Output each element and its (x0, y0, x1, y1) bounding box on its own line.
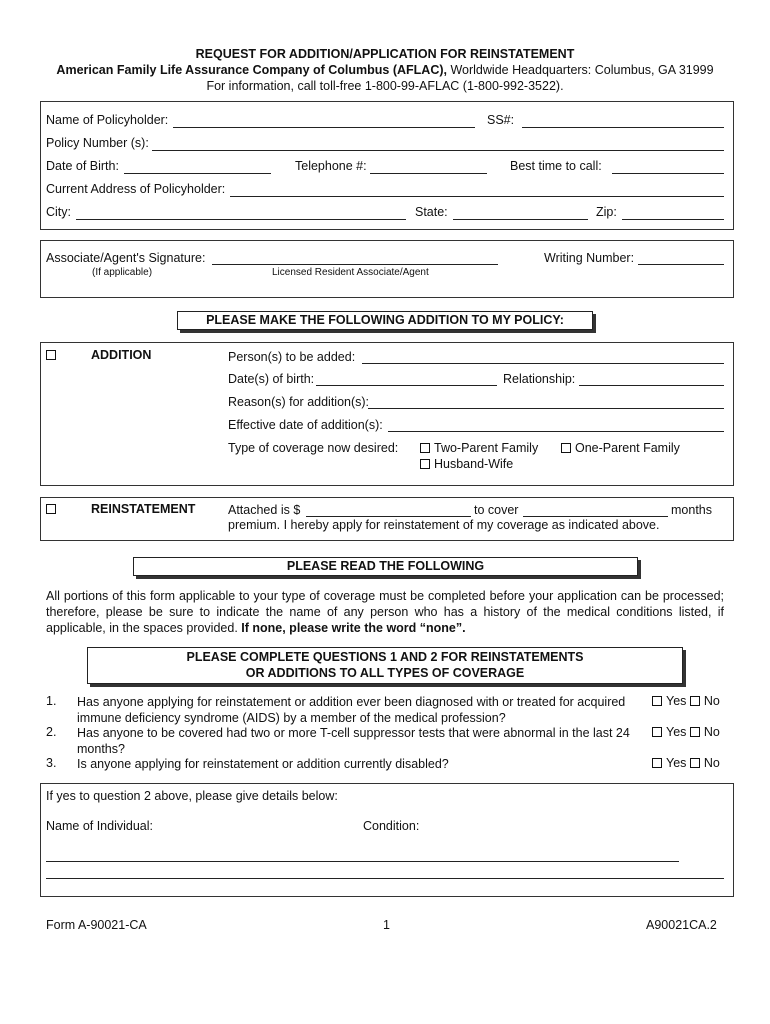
ss-field[interactable] (522, 127, 724, 128)
form-code: A90021CA.2 (646, 918, 717, 932)
question-1-answers (652, 694, 720, 708)
licensed-agent-note: Licensed Resident Associate/Agent (272, 267, 429, 278)
company-line (0, 63, 770, 77)
coverage-type-label: Type of coverage now desired: (228, 441, 399, 455)
city-field[interactable] (76, 219, 406, 220)
effective-date-field[interactable] (388, 431, 724, 432)
reasons-label: Reason(s) for addition(s): (228, 395, 370, 409)
questions-banner-line-1: PLEASE COMPLETE QUESTIONS 1 AND 2 FOR REINSTATEMENTS (186, 650, 584, 664)
no-label: No (703, 725, 720, 739)
checkbox-icon (690, 758, 700, 768)
company-headquarters: Worldwide Headquarters: Columbus, GA 31999 (447, 63, 714, 77)
question-1-no[interactable] (690, 694, 720, 708)
condition-label: Condition: (363, 819, 420, 833)
effective-date-label: Effective date of addition(s): (228, 418, 383, 432)
dob-label: Date of Birth: (46, 159, 119, 173)
info-line: For information, call toll-free 1-800-99-AFLAC (1-800-992-3522). (206, 79, 564, 93)
question-1-number: 1. (46, 694, 57, 708)
persons-label: Person(s) to be added: (228, 350, 356, 364)
policyholder-name-label: Name of Policyholder: (46, 113, 169, 127)
policy-number-field[interactable] (152, 150, 724, 151)
addition-banner: PLEASE MAKE THE FOLLOWING ADDITION TO MY POLICY: (177, 311, 593, 330)
question-3-text: Is anyone applying for reinstatement or addition currently disabled? (77, 757, 449, 771)
husband-wife-option[interactable] (420, 457, 513, 471)
yes-label: Yes (666, 725, 687, 739)
questions-banner (87, 647, 683, 684)
instructions-none-note: If none, please write the word “none”. (241, 621, 466, 635)
two-parent-option[interactable] (420, 441, 538, 455)
months-field[interactable] (523, 516, 668, 517)
attached-label: Attached is $ (228, 503, 301, 517)
amount-field[interactable] (306, 516, 471, 517)
checkbox-icon (420, 443, 430, 453)
persons-field[interactable] (362, 363, 724, 364)
question-2-yes[interactable] (652, 725, 686, 739)
checkbox-icon (652, 696, 662, 706)
writing-number-field[interactable] (638, 264, 724, 265)
dob-field[interactable] (124, 173, 271, 174)
if-applicable-note: (If applicable) (92, 267, 153, 278)
question-2-text: Has anyone to be covered had two or more T-cell suppressor tests that were abnormal in the last 24 months? (77, 726, 630, 756)
one-parent-label: One-Parent Family (575, 441, 680, 455)
policy-number-label: Policy Number (s): (46, 136, 149, 150)
checkbox-icon (652, 758, 662, 768)
instructions-text: All portions of this form applicable to your type of coverage must be completed before your application can be processed; therefore, please be sure to indicate the name of any person who has a history of the medical conditions listed, if applicable, in the spaces provided. (46, 589, 724, 635)
two-parent-label: Two-Parent Family (434, 441, 539, 455)
writing-number-label: Writing Number: (544, 251, 635, 265)
yes-label: Yes (666, 756, 687, 770)
reasons-field[interactable] (368, 408, 724, 409)
checkbox-icon (420, 459, 430, 469)
to-cover-label: to cover (474, 503, 519, 517)
no-label: No (703, 756, 720, 770)
individual-name-label: Name of Individual: (46, 819, 154, 833)
company-name: American Family Life Assurance Company of Columbus (AFLAC), (56, 63, 447, 77)
relationship-field[interactable] (579, 385, 724, 386)
question-3-yes[interactable] (652, 756, 686, 770)
telephone-field[interactable] (370, 173, 487, 174)
question-3-answers (652, 756, 720, 770)
details-line-1[interactable] (46, 861, 679, 862)
question-2-no[interactable] (690, 725, 720, 739)
best-time-field[interactable] (612, 173, 724, 174)
reinstatement-statement: premium. I hereby apply for reinstatement of my coverage as indicated above. (228, 518, 660, 532)
policyholder-name-field[interactable] (173, 127, 475, 128)
zip-label: Zip: (596, 205, 617, 219)
checkbox-icon (652, 727, 662, 737)
agent-signature-label: Associate/Agent's Signature: (46, 251, 206, 265)
address-label: Current Address of Policyholder: (46, 182, 226, 196)
question-1-text: Has anyone applying for reinstatement or addition ever been diagnosed with or treated for acquired immune deficiency syndrome (AIDS) by a member of the medical profession? (77, 695, 626, 725)
zip-field[interactable] (622, 219, 724, 220)
yes-label: Yes (666, 694, 687, 708)
husband-wife-label: Husband-Wife (434, 457, 514, 471)
questions-banner-line-2: OR ADDITIONS TO ALL TYPES OF COVERAGE (245, 666, 525, 680)
addition-heading: ADDITION (91, 348, 152, 362)
state-field[interactable] (453, 219, 588, 220)
checkbox-icon (46, 350, 56, 360)
checkbox-icon (46, 504, 56, 514)
months-label: months (671, 503, 712, 517)
best-time-label: Best time to call: (510, 159, 602, 173)
one-parent-option[interactable] (561, 441, 680, 455)
question-2-number: 2. (46, 725, 57, 739)
checkbox-icon (561, 443, 571, 453)
dates-of-birth-field[interactable] (316, 385, 497, 386)
city-label: City: (46, 205, 71, 219)
state-label: State: (415, 205, 448, 219)
question-3-no[interactable] (690, 756, 720, 770)
page-number: 1 (383, 918, 390, 932)
instructions-paragraph (46, 588, 724, 636)
details-line-2[interactable] (46, 878, 724, 879)
question-1-yes[interactable] (652, 694, 686, 708)
reinstatement-checkbox[interactable] (46, 502, 60, 516)
relationship-label: Relationship: (503, 372, 576, 386)
form-title: REQUEST FOR ADDITION/APPLICATION FOR REINSTATEMENT (195, 47, 575, 61)
address-field[interactable] (230, 196, 724, 197)
details-intro: If yes to question 2 above, please give details below: (46, 789, 338, 803)
ss-label: SS#: (487, 113, 515, 127)
no-label: No (703, 694, 720, 708)
telephone-label: Telephone #: (295, 159, 367, 173)
agent-signature-field[interactable] (212, 264, 498, 265)
reinstatement-heading: REINSTATEMENT (91, 502, 196, 516)
dates-of-birth-label: Date(s) of birth: (228, 372, 315, 386)
checkbox-icon (690, 696, 700, 706)
addition-checkbox[interactable] (46, 348, 60, 362)
checkbox-icon (690, 727, 700, 737)
form-number: Form A-90021-CA (46, 918, 147, 932)
question-2-answers (652, 725, 720, 739)
question-3-number: 3. (46, 756, 57, 770)
read-banner: PLEASE READ THE FOLLOWING (133, 557, 638, 576)
